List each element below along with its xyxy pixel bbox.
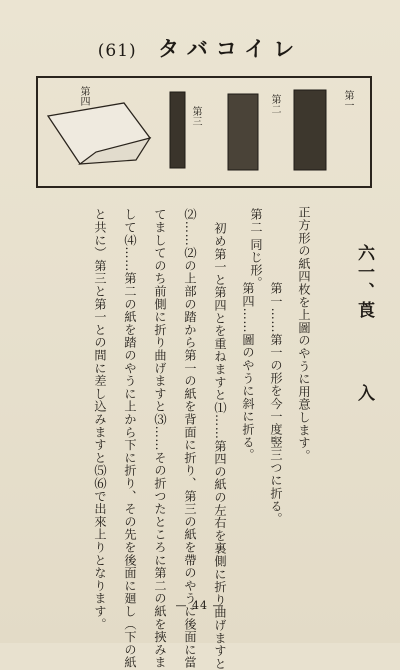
paper-one-rect xyxy=(294,90,326,170)
text-column-3: 第二 同じ形。 xyxy=(249,208,263,290)
section-title-part1: 莨 xyxy=(354,301,374,320)
text-column-9: と共に）第三と第一との間に差し込みますと⑸⑹で出來上りとなります。 xyxy=(93,208,107,631)
section-title-part2: 入 xyxy=(354,384,374,403)
header-title: タバコイレ xyxy=(158,36,303,61)
text-column-1: 正方形の紙四枚を上圖のやうに用意します。 xyxy=(297,206,311,462)
figure-label-three: 第三 xyxy=(190,106,201,126)
text-column-2: 第一……第一の形を今一度竪三つに折る。 xyxy=(269,282,283,526)
figure-label-four: 第四 xyxy=(78,86,89,106)
text-column-7: てましてのち前側に折り曲げますと⑶……その折つたところに第二の紙を挾みま xyxy=(153,208,167,669)
illustration-box xyxy=(36,76,372,188)
page-number-footer: — 44 — xyxy=(175,599,225,612)
text-column-8: して⑷……第二の紙を踏のやうに上から下に折り、その先を後面に廻し（下の紙 xyxy=(123,208,137,669)
section-number: 六一、 xyxy=(354,244,374,301)
text-column-4: 第四……圖のやうに斜に折る。 xyxy=(241,282,255,462)
text-column-5: 初め第一と第四とを重ねますと⑴……第四の紙の左右を裏側に折り曲げますと xyxy=(213,222,227,670)
paper-two-rect xyxy=(228,94,258,170)
header-page-number: (61) xyxy=(97,41,137,61)
figure-label-two: 第二 xyxy=(269,94,280,114)
paper-three-strip xyxy=(170,92,185,168)
section-title xyxy=(352,244,377,403)
text-column-6: ⑵……⑵の上部の踏から第一の紙を背面に折り、第三の紙を帶のやうに後面に當 xyxy=(183,208,197,669)
figure-label-one: 第一 xyxy=(342,90,353,110)
page-header xyxy=(0,33,400,67)
